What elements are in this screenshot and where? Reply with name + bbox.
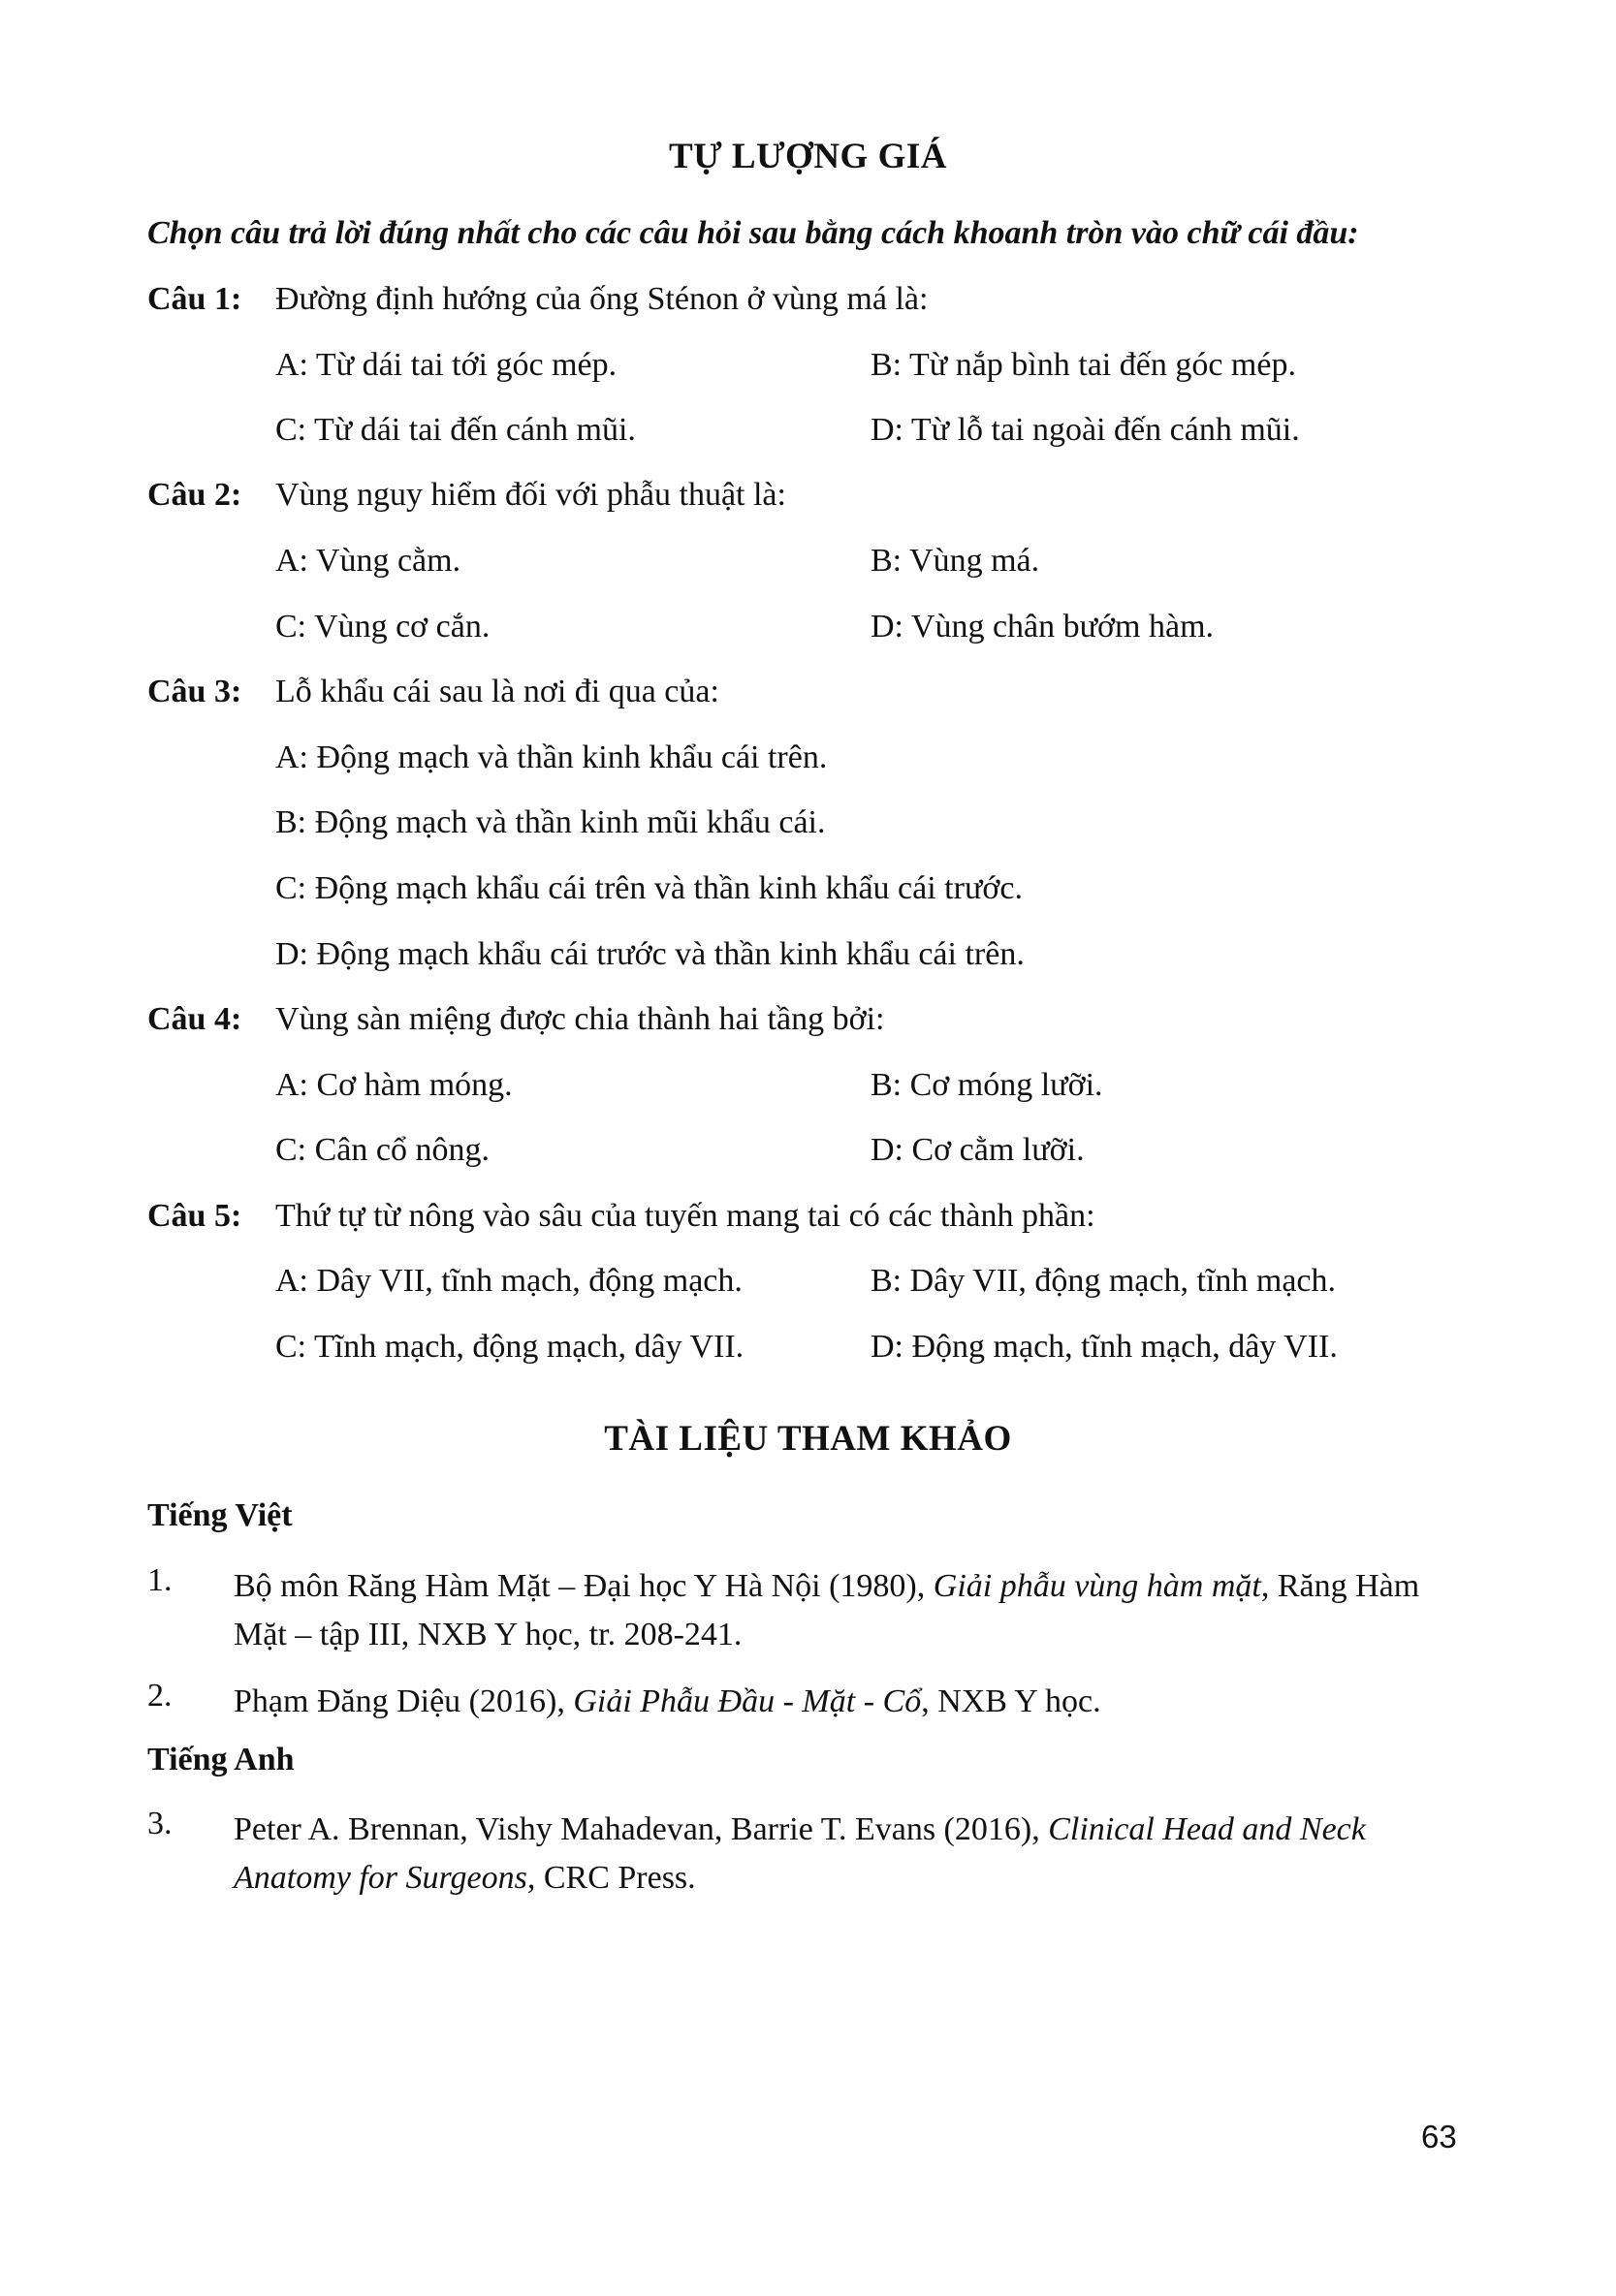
question-1-option-a: A: Từ dái tai tới góc mép. bbox=[275, 347, 618, 383]
question-2-option-b: B: Vùng má. bbox=[871, 543, 1040, 579]
question-text: Vùng sàn miệng được chia thành hai tầng bởi: bbox=[275, 1001, 885, 1037]
reference-title: Clinical Head and Neck Anatomy for Surgeons, bbox=[234, 1811, 1366, 1896]
question-label: Câu 5: bbox=[147, 1198, 242, 1234]
reference-text bbox=[234, 1678, 1465, 1726]
question-2-option-d: D: Vùng chân bướm hàm. bbox=[871, 609, 1215, 645]
question-4-option-b: B: Cơ móng lưỡi. bbox=[871, 1067, 1103, 1103]
reference-text bbox=[234, 1562, 1465, 1659]
instruction-text: Chọn câu trả lời đúng nhất cho các câu hỏi sau bằng cách khoanh tròn vào chữ cái đầu: bbox=[147, 215, 1359, 251]
question-text: Đường định hướng của ống Sténon ở vùng má là: bbox=[275, 281, 929, 317]
reference-publisher: , Răng Hàm Mặt – tập III, NXB Y học, tr. 208-241. bbox=[234, 1568, 1420, 1652]
question-4-option-c: C: Cân cổ nông. bbox=[275, 1132, 490, 1168]
reference-authors: Bộ môn Răng Hàm Mặt – Đại học Y Hà Nội (1980), bbox=[234, 1568, 934, 1604]
question-text: Thứ tự từ nông vào sâu của tuyến mang tai có các thành phần: bbox=[275, 1198, 1095, 1234]
question-3-option-c: C: Động mạch khẩu cái trên và thần kinh khẩu cái trước. bbox=[275, 870, 1023, 906]
question-3-option-b: B: Động mạch và thần kinh mũi khẩu cái. bbox=[275, 804, 826, 840]
question-2-option-a: A: Vùng cằm. bbox=[275, 543, 461, 579]
reference-number: 3. bbox=[147, 1806, 173, 1841]
reference-number: 2. bbox=[147, 1678, 173, 1714]
question-label: Câu 3: bbox=[147, 674, 242, 709]
reference-title: Giải Phẫu Đầu - Mặt - Cổ bbox=[573, 1683, 922, 1719]
question-3-option-d: D: Động mạch khẩu cái trước và thần kinh khẩu cái trên. bbox=[275, 936, 1025, 972]
question-label: Câu 4: bbox=[147, 1001, 242, 1037]
question-label: Câu 2: bbox=[147, 477, 242, 513]
question-4-option-a: A: Cơ hàm móng. bbox=[275, 1067, 513, 1103]
question-text: Lỗ khẩu cái sau là nơi đi qua của: bbox=[275, 674, 719, 709]
references-heading: TÀI LIỆU THAM KHẢO bbox=[604, 1419, 1012, 1459]
references-vietnamese-heading: Tiếng Việt bbox=[147, 1497, 293, 1533]
reference-number: 1. bbox=[147, 1562, 173, 1598]
question-1-option-d: D: Từ lỗ tai ngoài đến cánh mũi. bbox=[871, 412, 1300, 448]
question-5-option-a: A: Dây VII, tĩnh mạch, động mạch. bbox=[275, 1263, 743, 1299]
reference-title: Giải phẫu vùng hàm mặt bbox=[933, 1568, 1261, 1604]
question-5-option-c: C: Tĩnh mạch, động mạch, dây VII. bbox=[275, 1329, 745, 1365]
reference-text bbox=[234, 1806, 1465, 1903]
reference-publisher: CRC Press. bbox=[535, 1860, 696, 1896]
reference-authors: Phạm Đăng Diệu (2016), bbox=[234, 1683, 574, 1719]
question-2-option-c: C: Vùng cơ cắn. bbox=[275, 609, 491, 645]
question-4-option-d: D: Cơ cằm lưỡi. bbox=[871, 1132, 1085, 1168]
question-3-option-a: A: Động mạch và thần kinh khẩu cái trên. bbox=[275, 739, 828, 775]
question-1-option-c: C: Từ dái tai đến cánh mũi. bbox=[275, 412, 636, 448]
question-text: Vùng nguy hiểm đối với phẫu thuật là: bbox=[275, 477, 786, 513]
question-5-option-d: D: Động mạch, tĩnh mạch, dây VII. bbox=[871, 1329, 1338, 1365]
self-assessment-heading: TỰ LƯỢNG GIÁ bbox=[669, 137, 947, 176]
references-english-heading: Tiếng Anh bbox=[147, 1742, 295, 1777]
question-1-option-b: B: Từ nắp bình tai đến góc mép. bbox=[871, 347, 1296, 383]
question-5-option-b: B: Dây VII, động mạch, tĩnh mạch. bbox=[871, 1263, 1337, 1299]
reference-authors: Peter A. Brennan, Vishy Mahadevan, Barrie T. Evans (2016), bbox=[234, 1811, 1049, 1847]
reference-publisher: , NXB Y học. bbox=[921, 1683, 1101, 1719]
page-number: 63 bbox=[1421, 2119, 1457, 2154]
question-label: Câu 1: bbox=[147, 281, 242, 317]
